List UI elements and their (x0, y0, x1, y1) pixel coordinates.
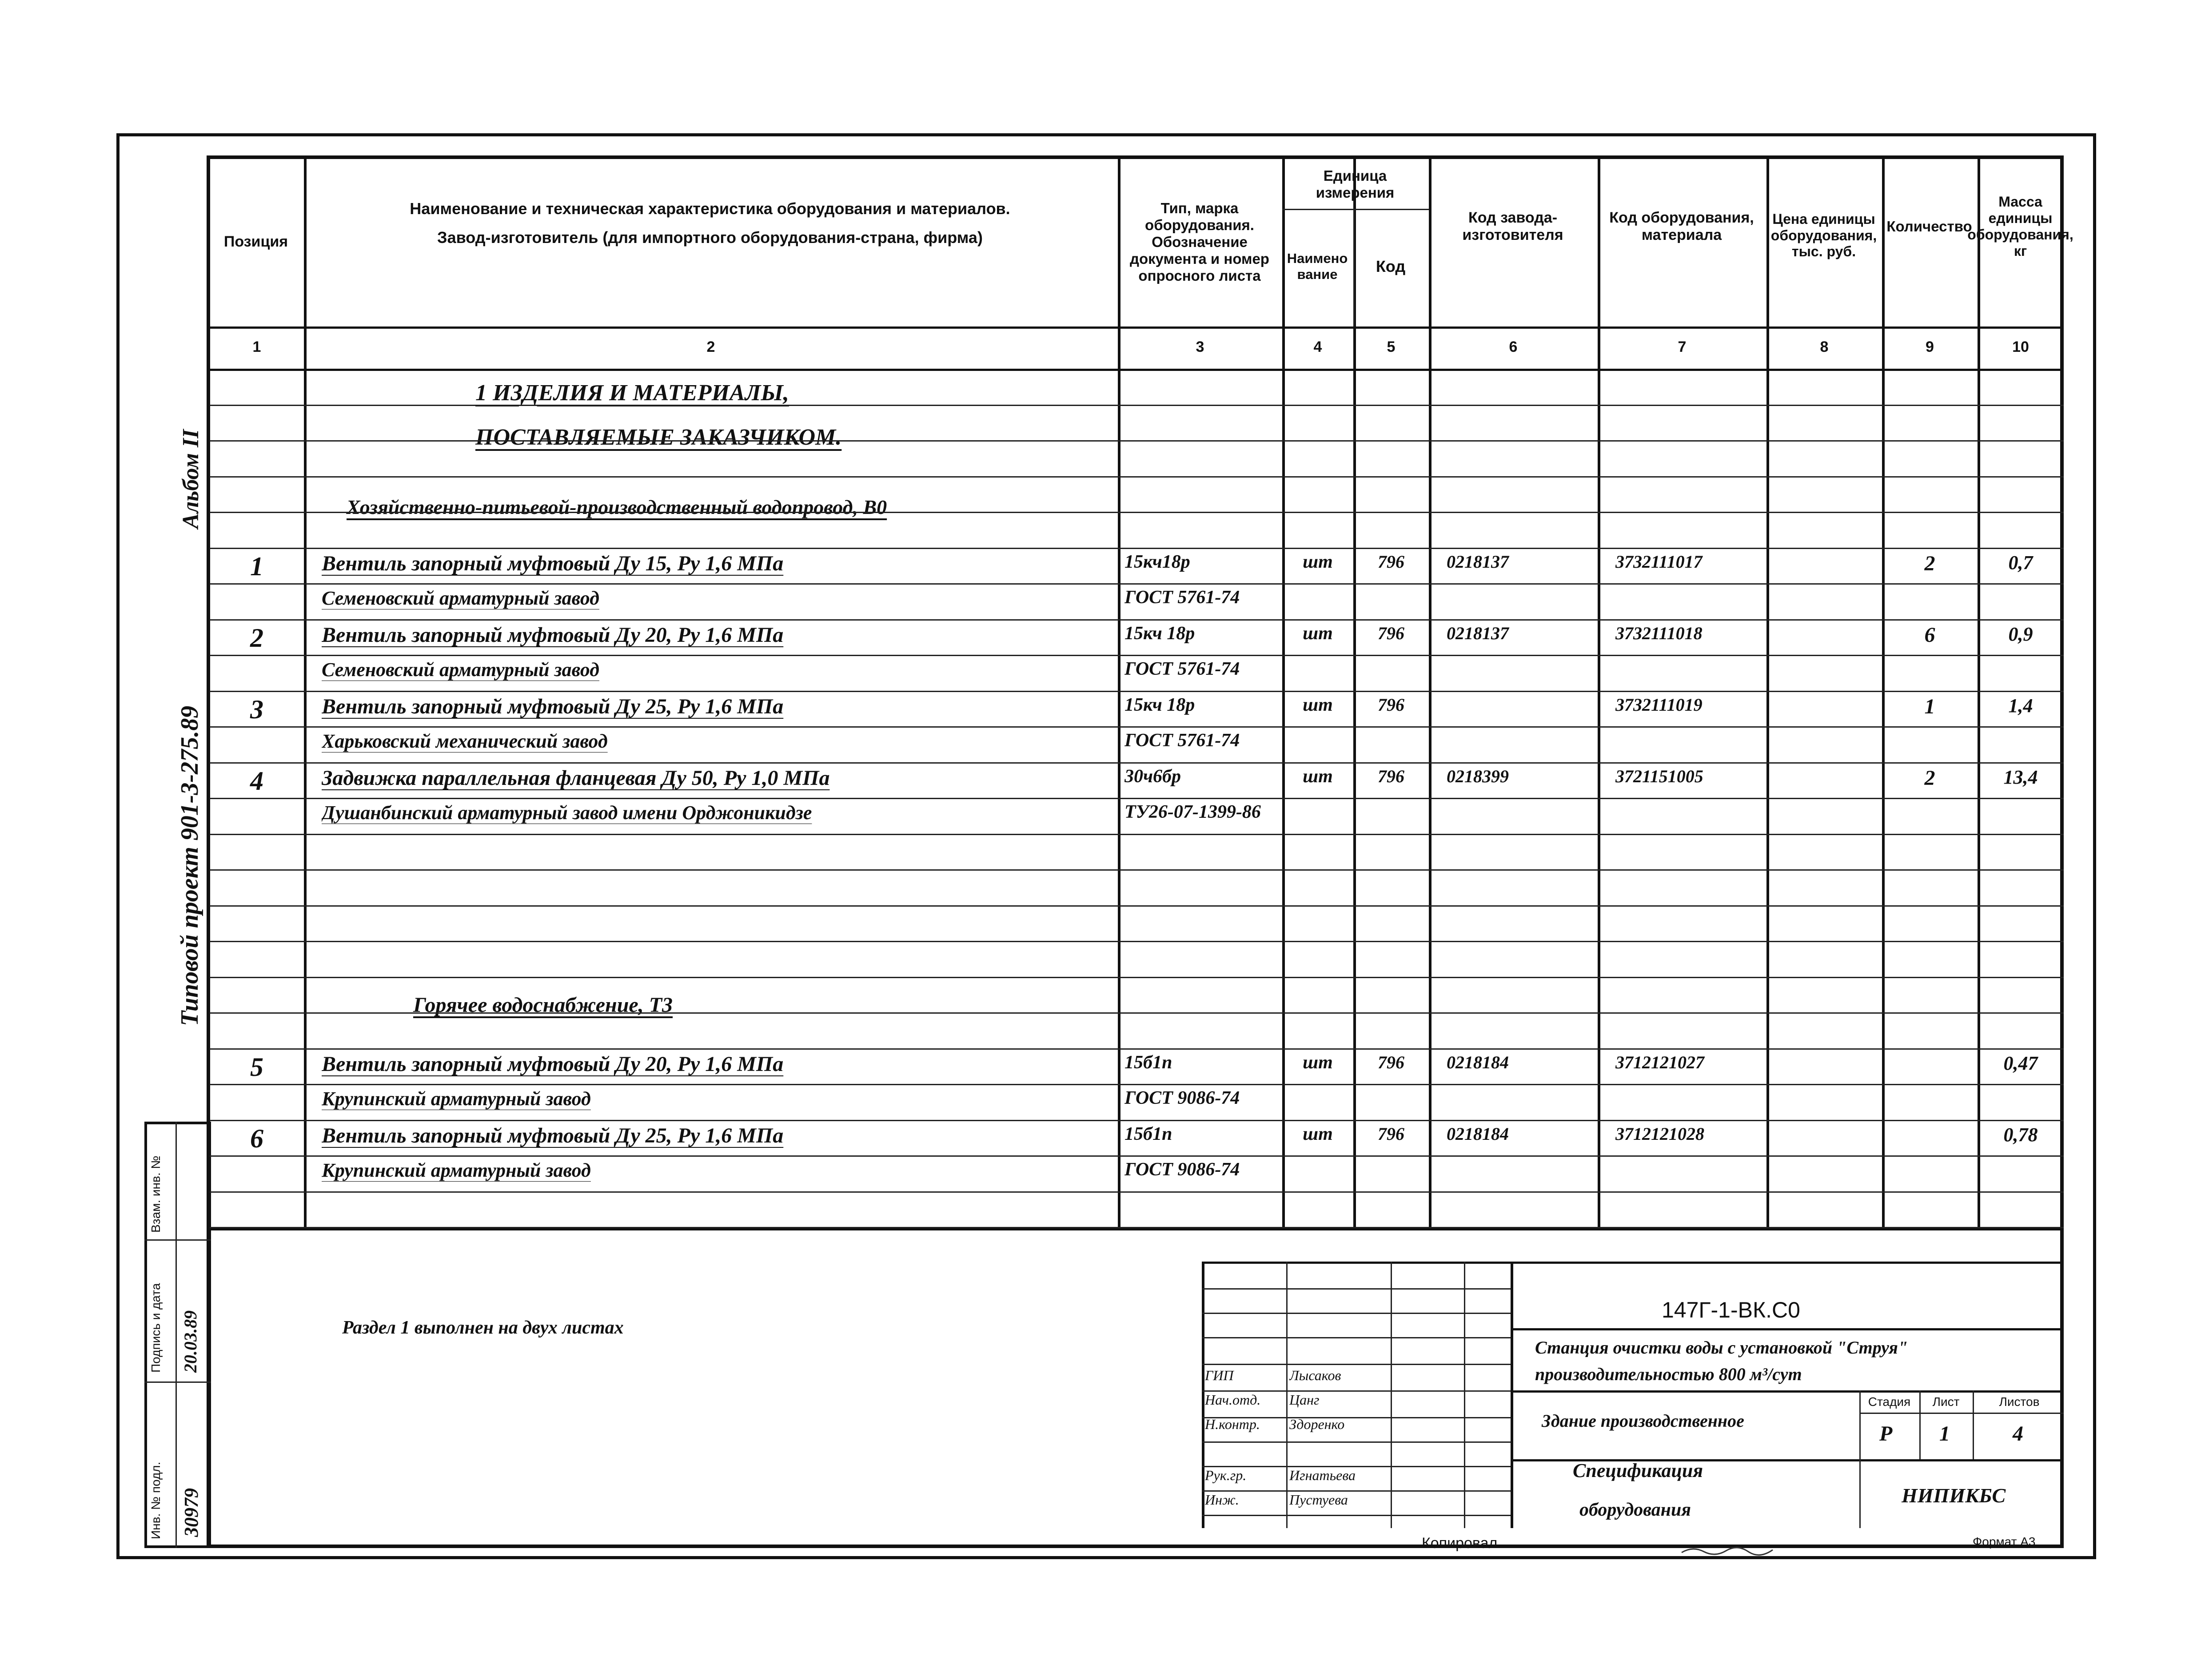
stamp-replace-label: Взам. инв. № (149, 1155, 163, 1233)
row-line (210, 548, 2064, 549)
row-line (210, 405, 2064, 406)
title-block-row (1859, 1413, 2064, 1414)
column-number: 4 (1313, 338, 1322, 355)
doc-name-line2: оборудования (1579, 1500, 1691, 1520)
header-name-line1: Наименование и техническая характеристика оборудования и материалов. (410, 199, 1010, 218)
row-type: ГОСТ 9086-74 (1124, 1159, 1240, 1180)
title-block-row (1511, 1459, 2064, 1461)
row-type: ГОСТ 9086-74 (1124, 1088, 1240, 1108)
row-name: Вентиль запорный муфтовый Ду 15, Ру 1,6 МПа (322, 552, 784, 575)
row-name: Вентиль запорный муфтовый Ду 25, Ру 1,6 МПа (322, 1124, 784, 1147)
row-position: 3 (250, 695, 263, 724)
row-type: ГОСТ 5761-74 (1124, 587, 1240, 608)
row-type: 15кч 18р (1124, 695, 1195, 715)
unit-header-divider (1353, 209, 1355, 326)
stamp-inv-label: Инв. № подл. (149, 1461, 163, 1539)
row-line (210, 905, 2064, 907)
row-type: 15б1п (1124, 1124, 1172, 1144)
header-unit-code: Код (1376, 257, 1406, 276)
unit-header-divider (1282, 209, 1429, 210)
row-plant-code: 0218184 (1447, 1052, 1509, 1072)
row-mass: 0,78 (2003, 1124, 2038, 1146)
doc-name-line1: Спецификация (1573, 1460, 1703, 1481)
row-name: Задвижка параллельная фланцевая Ду 50, Ру 1,0 МПа (322, 766, 830, 790)
row-name: Семеновский арматурный завод (322, 659, 599, 681)
row-qty: 1 (1924, 695, 1935, 718)
row-line (210, 1155, 2064, 1157)
sheet-value: 1 (1939, 1422, 1950, 1445)
stamp-sign-date-label: Подпись и дата (149, 1283, 163, 1373)
signer-role: ГИП (1205, 1367, 1234, 1383)
row-type: ТУ26-07-1399-86 (1124, 802, 1261, 822)
row-position: 1 (250, 552, 263, 581)
row-type: ГОСТ 5761-74 (1124, 730, 1240, 751)
header-name-line2: Завод-изготовитель (для импортного оборудования-страна, фирма) (437, 228, 983, 247)
row-line (210, 1120, 2064, 1121)
column-number: 7 (1678, 338, 1687, 355)
row-mass: 13,4 (2003, 766, 2038, 788)
signer-role: Рук.гр. (1205, 1467, 1247, 1483)
row-line (210, 869, 2064, 871)
section-title-line1: 1 ИЗДЕЛИЯ И МАТЕРИАЛЫ, (475, 380, 789, 406)
row-line (210, 619, 2064, 621)
row-mass: 1,4 (2008, 695, 2033, 717)
row-type: 15б1п (1124, 1052, 1172, 1073)
column-number: 6 (1509, 338, 1518, 355)
title-block-row (1202, 1313, 1511, 1314)
title-block-row (1202, 1364, 1511, 1365)
title-block-row (1202, 1441, 1511, 1443)
column-number: 2 (706, 338, 715, 355)
stamp-divider (175, 1122, 177, 1548)
row-name: Вентиль запорный муфтовый Ду 20, Ру 1,6 МПа (322, 1052, 784, 1076)
row-unit-code: 796 (1378, 1124, 1404, 1144)
header-equip-code: Код оборудования, материала (1609, 209, 1754, 243)
column-number: 1 (252, 338, 261, 355)
title-block-divider (1391, 1262, 1392, 1528)
row-equip-code: 3732111018 (1615, 623, 1703, 643)
row-line (210, 1048, 2064, 1050)
signer-name: Здоренко (1289, 1416, 1345, 1432)
header-mass: Масса единицы оборудования, кг (1967, 194, 2073, 259)
row-qty: 6 (1924, 623, 1935, 647)
title-block-divider (1286, 1262, 1288, 1528)
row-equip-code: 3732111019 (1615, 695, 1703, 715)
row-line (210, 476, 2064, 478)
row-position: 6 (250, 1124, 263, 1153)
row-line (210, 512, 2064, 513)
title-block-row (1202, 1515, 1511, 1516)
header-unit: Единица измерения (1316, 167, 1395, 201)
column-number: 3 (1196, 338, 1204, 355)
row-equip-code: 3712121028 (1615, 1124, 1704, 1144)
subsection-hot-water: Горячее водоснабжение, Т3 (413, 993, 673, 1017)
row-name: Душанбинский арматурный завод имени Орджоникидзе (322, 802, 812, 824)
section-title-line2: ПОСТАВЛЯЕМЫЕ ЗАКАЗЧИКОМ. (475, 425, 842, 450)
row-unit: шт (1303, 1052, 1333, 1073)
title-block-left (1202, 1262, 1204, 1528)
subsection-water-supply: Хозяйственно-питьевой-производственный водопровод, В0 (347, 496, 887, 518)
row-position: 4 (250, 766, 263, 796)
header-price: Цена единицы оборудования, тыс. руб. (1770, 211, 1877, 260)
row-plant-code: 0218137 (1447, 623, 1509, 643)
colnum-bottom-line (210, 369, 2064, 371)
column-number: 10 (2012, 338, 2029, 355)
row-qty: 2 (1924, 766, 1935, 790)
row-type: 15кч 18р (1124, 623, 1195, 644)
row-unit-code: 796 (1378, 552, 1404, 572)
stamp-date-value: 20.03.89 (180, 1310, 200, 1373)
row-line (210, 691, 2064, 692)
row-equip-code: 3732111017 (1615, 552, 1703, 572)
sheets-value: 4 (2013, 1422, 2023, 1445)
title-line1: Станция очистки воды с установкой "Струя" (1535, 1338, 1908, 1358)
note-sheets: Раздел 1 выполнен на двух листах (342, 1318, 624, 1338)
signer-role: Н.контр. (1205, 1416, 1260, 1432)
row-unit-code: 796 (1378, 766, 1404, 786)
title-block-row (1202, 1288, 1511, 1290)
row-plant-code: 0218137 (1447, 552, 1509, 572)
column-number: 9 (1926, 338, 1934, 355)
row-unit-code: 796 (1378, 695, 1404, 715)
signer-name: Лысаков (1289, 1367, 1341, 1383)
signer-name: Игнатьева (1289, 1467, 1356, 1483)
row-qty: 2 (1924, 552, 1935, 575)
row-unit: шт (1303, 552, 1333, 572)
title-block-divider (1511, 1262, 1513, 1528)
format-label: Формат А3 (1973, 1535, 2036, 1549)
title-block-divider (1919, 1390, 1921, 1459)
row-mass: 0,7 (2008, 552, 2033, 573)
header-plant-code: Код завода-изготовителя (1462, 209, 1563, 243)
row-line (210, 1084, 2064, 1085)
row-mass: 0,47 (2003, 1052, 2038, 1074)
row-name: Семеновский арматурный завод (322, 587, 599, 609)
signer-name: Цанг (1289, 1392, 1320, 1408)
row-unit: шт (1303, 623, 1333, 644)
row-equip-code: 3721151005 (1615, 766, 1703, 786)
row-line (210, 1012, 2064, 1014)
copied-label: Копировал (1422, 1535, 1498, 1552)
building-name: Здание производственное (1542, 1411, 1744, 1431)
title-block-row (1202, 1337, 1511, 1338)
stamp-inv-value: 30979 (180, 1488, 202, 1537)
row-line (210, 655, 2064, 656)
row-equip-code: 3712121027 (1615, 1052, 1704, 1072)
row-line (210, 977, 2064, 978)
row-line (210, 834, 2064, 835)
row-line (210, 726, 2064, 728)
row-type: 30ч6бр (1124, 766, 1181, 787)
stage-value: Р (1879, 1422, 1893, 1445)
row-line (210, 762, 2064, 764)
signature-scribble (1679, 1544, 1777, 1557)
column-number: 5 (1387, 338, 1396, 355)
row-unit-code: 796 (1378, 1052, 1404, 1072)
header-position: Позиция (223, 233, 288, 251)
row-line (210, 583, 2064, 585)
stamp-divider (144, 1381, 211, 1383)
row-line (210, 440, 2064, 442)
signer-role: Нач.отд. (1205, 1392, 1261, 1408)
row-unit: шт (1303, 1124, 1333, 1144)
side-project-label: Типовой проект 901-3-275.89 (176, 705, 203, 1026)
title-block-divider (1464, 1262, 1465, 1528)
signer-name: Пустуева (1289, 1492, 1348, 1508)
title-block-divider (1859, 1390, 1861, 1528)
signer-role: Инж. (1205, 1492, 1239, 1508)
row-unit: шт (1303, 695, 1333, 715)
row-name: Крупинский арматурный завод (322, 1159, 591, 1181)
row-unit-code: 796 (1378, 623, 1404, 643)
row-unit: шт (1303, 766, 1333, 787)
title-block-divider (1973, 1390, 1974, 1459)
stamp-divider (144, 1239, 211, 1241)
row-mass: 0,9 (2008, 623, 2033, 645)
row-name: Крупинский арматурный завод (322, 1088, 591, 1110)
row-name: Харьковский механический завод (322, 730, 608, 752)
title-line2: производительностью 800 м³/сут (1535, 1364, 1802, 1384)
header-qty: Количество (1886, 218, 1972, 235)
sheets-header: Листов (1999, 1395, 2040, 1409)
row-position: 2 (250, 623, 263, 653)
title-block-row (1511, 1328, 2064, 1330)
row-name: Вентиль запорный муфтовый Ду 25, Ру 1,6 МПа (322, 695, 784, 718)
title-block-row (1511, 1390, 2064, 1393)
row-position: 5 (250, 1052, 263, 1082)
sheet-header: Лист (1932, 1395, 1960, 1409)
stage-header: Стадия (1868, 1395, 1911, 1409)
row-plant-code: 0218399 (1447, 766, 1509, 786)
row-line (210, 1191, 2064, 1193)
header-unit-name: Наименование (1287, 251, 1348, 282)
row-type: ГОСТ 5761-74 (1124, 659, 1240, 679)
row-plant-code: 0218184 (1447, 1124, 1509, 1144)
table-bottom-line (210, 1228, 2064, 1230)
header-type: Тип, марка оборудования. Обозначение документа и номер опросного листа (1130, 200, 1269, 284)
row-line (210, 798, 2064, 799)
document-code: 147Г-1-ВК.С0 (1662, 1298, 1800, 1322)
header-bottom-line (210, 326, 2064, 329)
column-number: 8 (1820, 338, 1829, 355)
title-block-top (1202, 1262, 2064, 1264)
side-album-label: Альбом II (178, 429, 203, 529)
row-line (210, 941, 2064, 942)
row-name: Вентиль запорный муфтовый Ду 20, Ру 1,6 МПа (322, 623, 784, 647)
organization: НИПИКБС (1902, 1484, 2006, 1507)
row-type: 15кч18р (1124, 552, 1190, 572)
